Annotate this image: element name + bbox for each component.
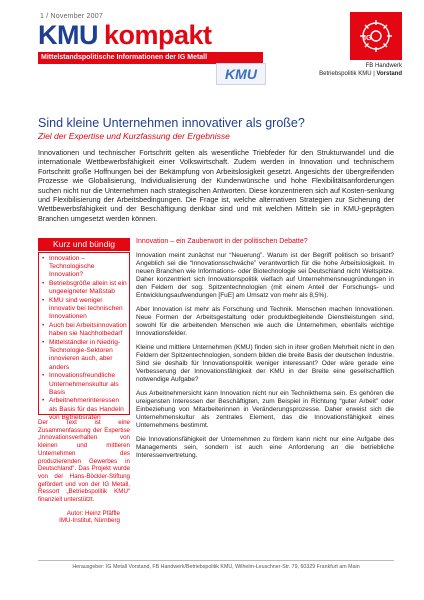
intro-paragraph: Innovationen und technischer Fortschritt gelten als wesentliche Triebfeder für den Strukturwandel und die internationale Wettbewerbsfähigkeit einer Volkswirtschaft. Zudem werden in Innovation und technischem Fortschritt große Hoffnungen bei der Bekämpfung von Arbeitslosigkeit gesetzt. Angesichts der übergreifenden Prozesse wie Globalisierung, Individualisierung der Kundenwünsche und hohe Flexibilitätsanforderungen suchen nicht nur die Unternehmen nach strategischen Antworten. Diese konzentrieren sich auf Kosten-senkung und Flexibilisierung der Arbeitsbedingungen. Die Frage ist, welche alternativen Strategien zur Sicherung der Wettbewerbsfähigkeit und der Beschäftigung denkbar sind und mit welchen Mitteln sie in KMU-geprägten Branchen umgesetzt werden können. bbox=[38, 148, 394, 223]
institute-line: IMU-Institut, Nürnberg bbox=[59, 517, 120, 525]
article-paragraph: Innovation meint zunächst nur “Neuerung”. Warum ist der Begriff politisch so brisant? Angeblich sei die “Innovationsschwäche” verantwortlich für die hohe Arbeitslosigkeit. In neuen Branchen wie Informations- oder Biotechnologie sei Deutschland nicht Weltspitze. Daher konzentriert sich Innovationspolitik vielfach auf Unternehmensneugründungen in den Feldern der sog. Spitzentechnologien (mit einem Anteil der Forschungs- und Entwicklungsaufwendungen [FuE] am Umsatz von mehr als 8,5%). bbox=[136, 252, 394, 300]
summary-item: • Innovation – Technologische Innovation? bbox=[42, 255, 127, 280]
svg-text:IG: IG bbox=[364, 35, 372, 42]
author-line: Autor: Heinz Pfäffle bbox=[66, 509, 120, 517]
ig-metall-logo bbox=[350, 12, 402, 60]
summary-heading: Kurz und bündig bbox=[38, 238, 130, 251]
article-paragraph: Aber Innovation ist mehr als Forschung und Technik. Menschen machen Innovationen. Neue Formen der Arbeitsgestaltung oder produktbegleitende Dienstleistungen sind, sowohl für die arbeitenden Menschen wie auch die Unternehmen, ebenfalls wichtige Innovationsfelder. bbox=[136, 306, 394, 338]
article-paragraph: Aus Arbeitnehmersicht kann Innovation nicht nur ein Technikthema sein. Es gehören die ureigensten Interessen der Beschäftigten, zum Beispiel in Richtung “guter Arbeit” oder Einbeziehung von Mitarbeiterinnen in Veränderungsprozesse. Daher erweist sich die Unternehmenskultur als zentrales Element, das die Innovationsfähigkeit eines Unternehmens bestimmt. bbox=[136, 389, 394, 430]
summary-item: • KMU sind weniger innovativ bei technischen Innovationen bbox=[42, 297, 127, 322]
summary-list bbox=[42, 255, 127, 422]
article-body bbox=[136, 252, 394, 466]
summary-item: • Innovationsfreundliche Unternehmenskultur als Basis bbox=[42, 372, 127, 397]
ig-metall-logo-icon bbox=[350, 12, 402, 60]
brand-kmu: KMU bbox=[38, 20, 98, 50]
summary-item: • Arbeitnehmerinteressen als Basis für das Handeln von Betriebsräten bbox=[42, 397, 127, 422]
publisher-footer: Herausgeber: IG Metall Vorstand, FB Handwerk/Betriebspolitik KMU, Wilhelm-Leuschner-Str. 79, 60329 Frankfurt am Main bbox=[72, 564, 360, 570]
kmu-badge: KMU bbox=[216, 63, 266, 85]
department-lines bbox=[290, 62, 402, 78]
summary-item: • Betriebsgröße allein ist ein ungeeigneter Maßstab bbox=[42, 280, 127, 296]
department-board: Vorstand bbox=[376, 71, 402, 77]
source-note-text: Der Text ist eine Zusammenfassung der Expertise „Innovationsverhalten von kleinen und mittleren Unternehmen des produzierenden Gewerbes in Deutschland“. Das Projekt wurde von der Hans-Böckler-Stiftung gefördert und von der IG Metall, Ressort „Betriebspolitik KMU“ finanziell unterstützt. bbox=[38, 419, 130, 504]
newsletter-subline: Mittelstandspolitische Informationen der IG Metall bbox=[38, 52, 263, 64]
page-title: Sind kleine Unternehmen innovativer als große? bbox=[38, 116, 305, 130]
department-name: Betriebspolitik KMU bbox=[319, 71, 372, 77]
department-line: Betriebspolitik KMU | Vorstand bbox=[319, 71, 402, 77]
article-heading: Innovation – ein Zauberwort in der politischen Debatte? bbox=[136, 238, 308, 245]
brand-kompakt: kompakt bbox=[104, 20, 212, 50]
summary-box bbox=[38, 252, 130, 421]
summary-item: • Auch bei Arbeitsinnovation haben sie Nachholbedarf bbox=[42, 322, 127, 338]
page-subtitle: Ziel der Expertise und Kurzfassung der Ergebnisse bbox=[38, 131, 230, 141]
summary-item: • Mittelständler in Niedrig-Technologie-Sektoren innovieren auch, aber anders bbox=[42, 339, 127, 372]
issue-date: 1 / November 2007 bbox=[40, 13, 103, 20]
footer-divider bbox=[38, 560, 394, 561]
article-paragraph: Kleine und mittlere Unternehmen (KMU) finden sich in ihrer großen Mehrheit nicht in den Feldern der Spitzentechnologien, sondern bilden die breite Basis der deutschen Industrie. Sind sie deshalb für Innovationspolitik weniger interessant? Oder wäre gerade eine Verbesserung der Innovationsfähigkeit der KMU in der Breite eine gesellschaftlich notwendige Aufgabe? bbox=[136, 343, 394, 384]
article-paragraph: Die Innovationsfähigkeit der Unternehmen zu fördern kann nicht nur eine Aufgabe des Managements sein, sondern ist auch eine Anforderung an die betriebliche Interessenvertretung. bbox=[136, 435, 394, 460]
newsletter-title bbox=[38, 22, 212, 49]
source-note bbox=[38, 419, 130, 525]
department-line: FB Handwerk bbox=[365, 63, 402, 69]
